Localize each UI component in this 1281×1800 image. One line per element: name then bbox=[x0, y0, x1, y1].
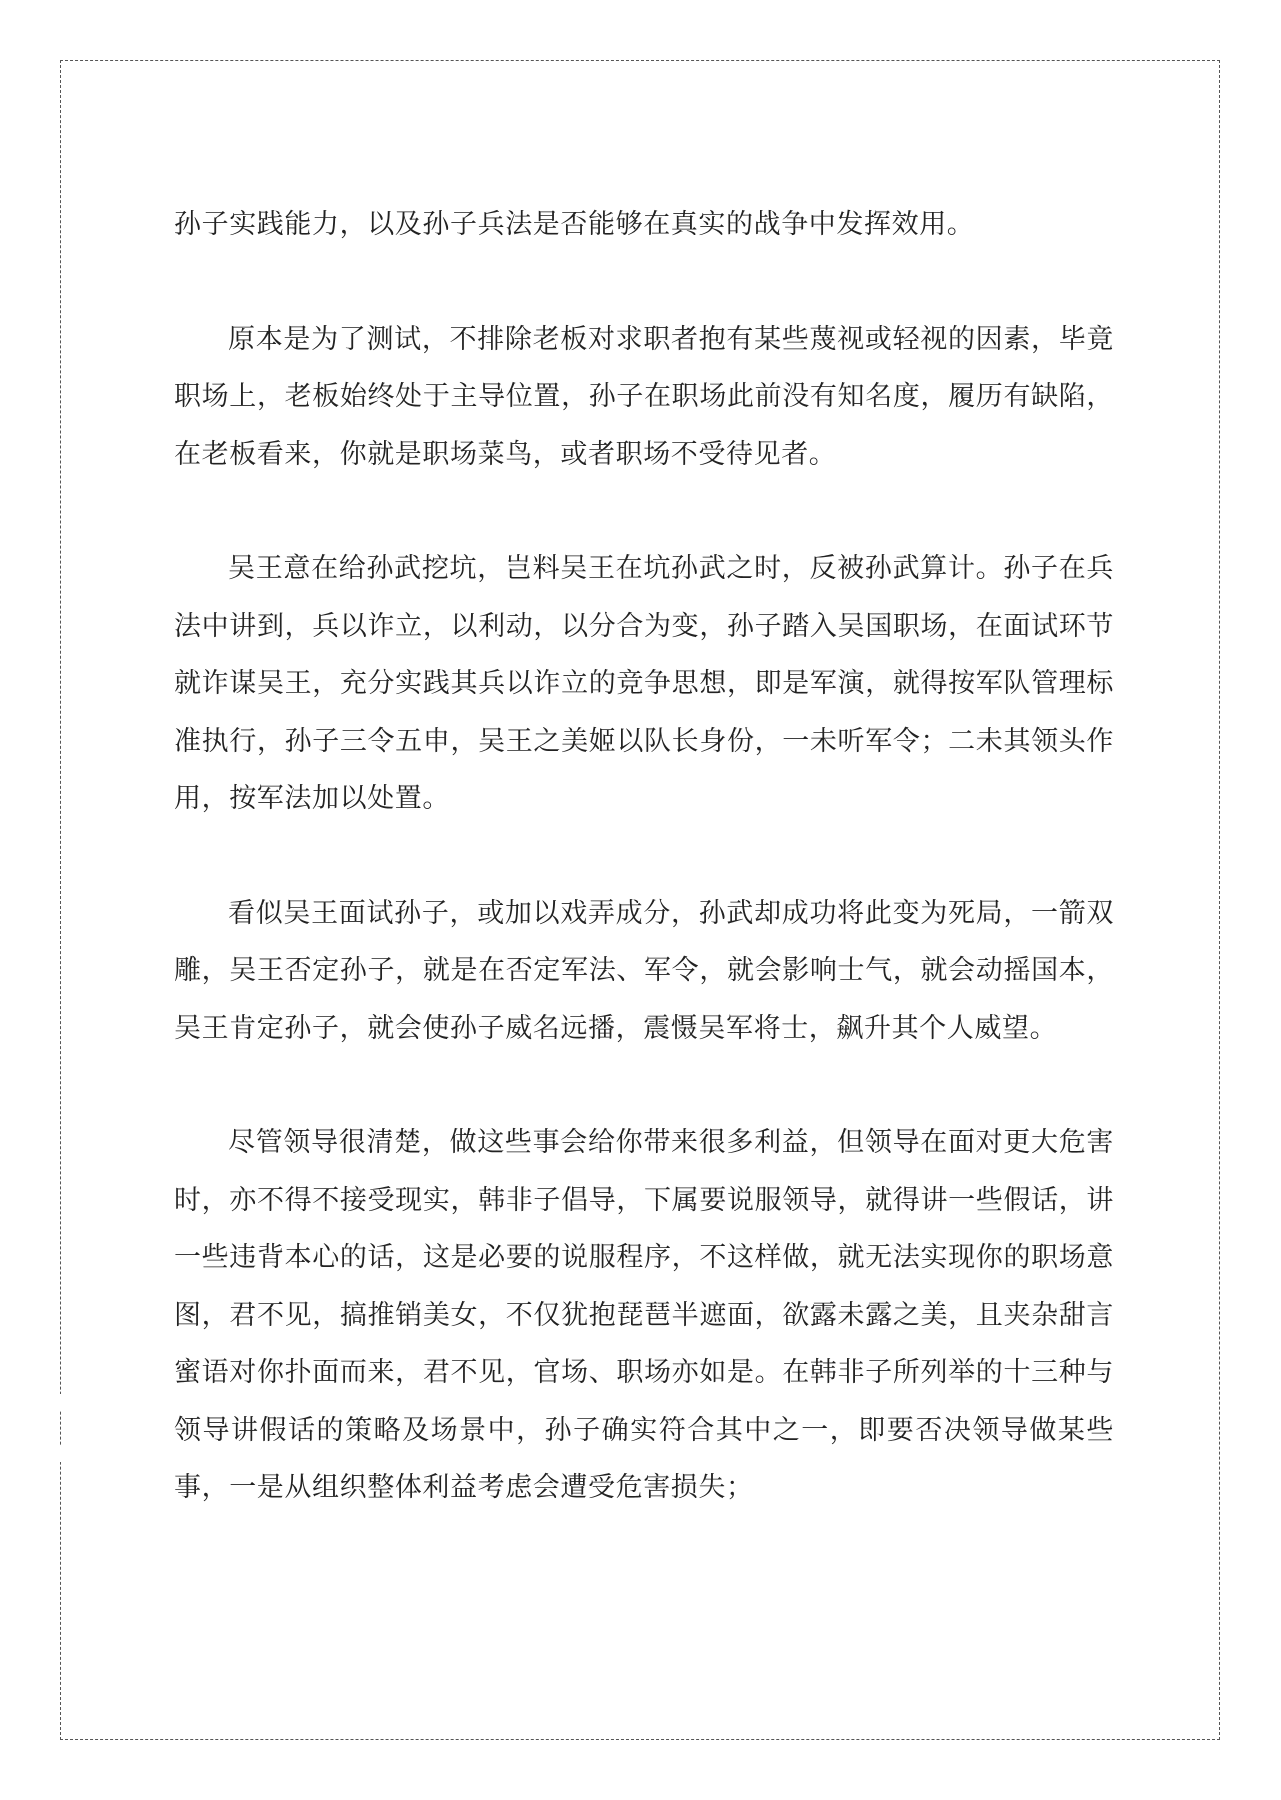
paragraph-spacer bbox=[174, 483, 1114, 540]
paragraph-4: 看似吴王面试孙子，或加以戏弄成分，孙武却成功将此变为死局，一箭双雕，吴王否定孙子，就是在否定军法、军令，就会影响士气，就会动摇国本，吴王肯定孙子，就会使孙子威名远播，震慑吴军将士，飙升其个人威望。 bbox=[174, 897, 1114, 1044]
paragraph-spacer bbox=[174, 828, 1114, 885]
paragraph-spacer bbox=[174, 254, 1114, 311]
paragraph-1: 孙子实践能力，以及孙子兵法是否能够在真实的战争中发挥效用。 bbox=[174, 209, 975, 240]
document-body bbox=[174, 196, 1114, 1517]
paragraph-spacer bbox=[174, 1057, 1114, 1114]
paragraph-3: 吴王意在给孙武挖坑，岂料吴王在坑孙武之时，反被孙武算计。孙子在兵法中讲到，兵以诈立，以利动，以分合为变，孙子踏入吴国职场，在面试环节就诈谋吴王，充分实践其兵以诈立的竞争思想，即是军演，就得按军队管理标准执行，孙子三令五申，吴王之美姬以队长身份，一未听军令；二未其领头作用，按军法加以处置。 bbox=[174, 553, 1114, 814]
paragraph-5: 尽管领导很清楚，做这些事会给你带来很多利益，但领导在面对更大危害时，亦不得不接受现实，韩非子倡导，下属要说服领导，就得讲一些假话，讲一些违背本心的话，这是必要的说服程序，不这样做，就无法实现你的职场意图，君不见，搞推销美女，不仅犹抱琵琶半遮面，欲露未露之美，且夹杂甜言蜜语对你扑面而来，君不见，官场、职场亦如是。在韩非子所列举的十三种与领导讲假话的策略及场景中，孙子确实符合其中之一，即要否决领导做某些事，一是从组织整体利益考虑会遭受危害损失； bbox=[174, 1127, 1114, 1503]
page-border-gap bbox=[52, 1394, 64, 1410]
paragraph-2: 原本是为了测试，不排除老板对求职者抱有某些蔑视或轻视的因素，毕竟职场上，老板始终处于主导位置，孙子在职场此前没有知名度，履历有缺陷，在老板看来，你就是职场菜鸟，或者职场不受待见者。 bbox=[174, 323, 1114, 470]
page-border-gap bbox=[52, 1446, 64, 1462]
